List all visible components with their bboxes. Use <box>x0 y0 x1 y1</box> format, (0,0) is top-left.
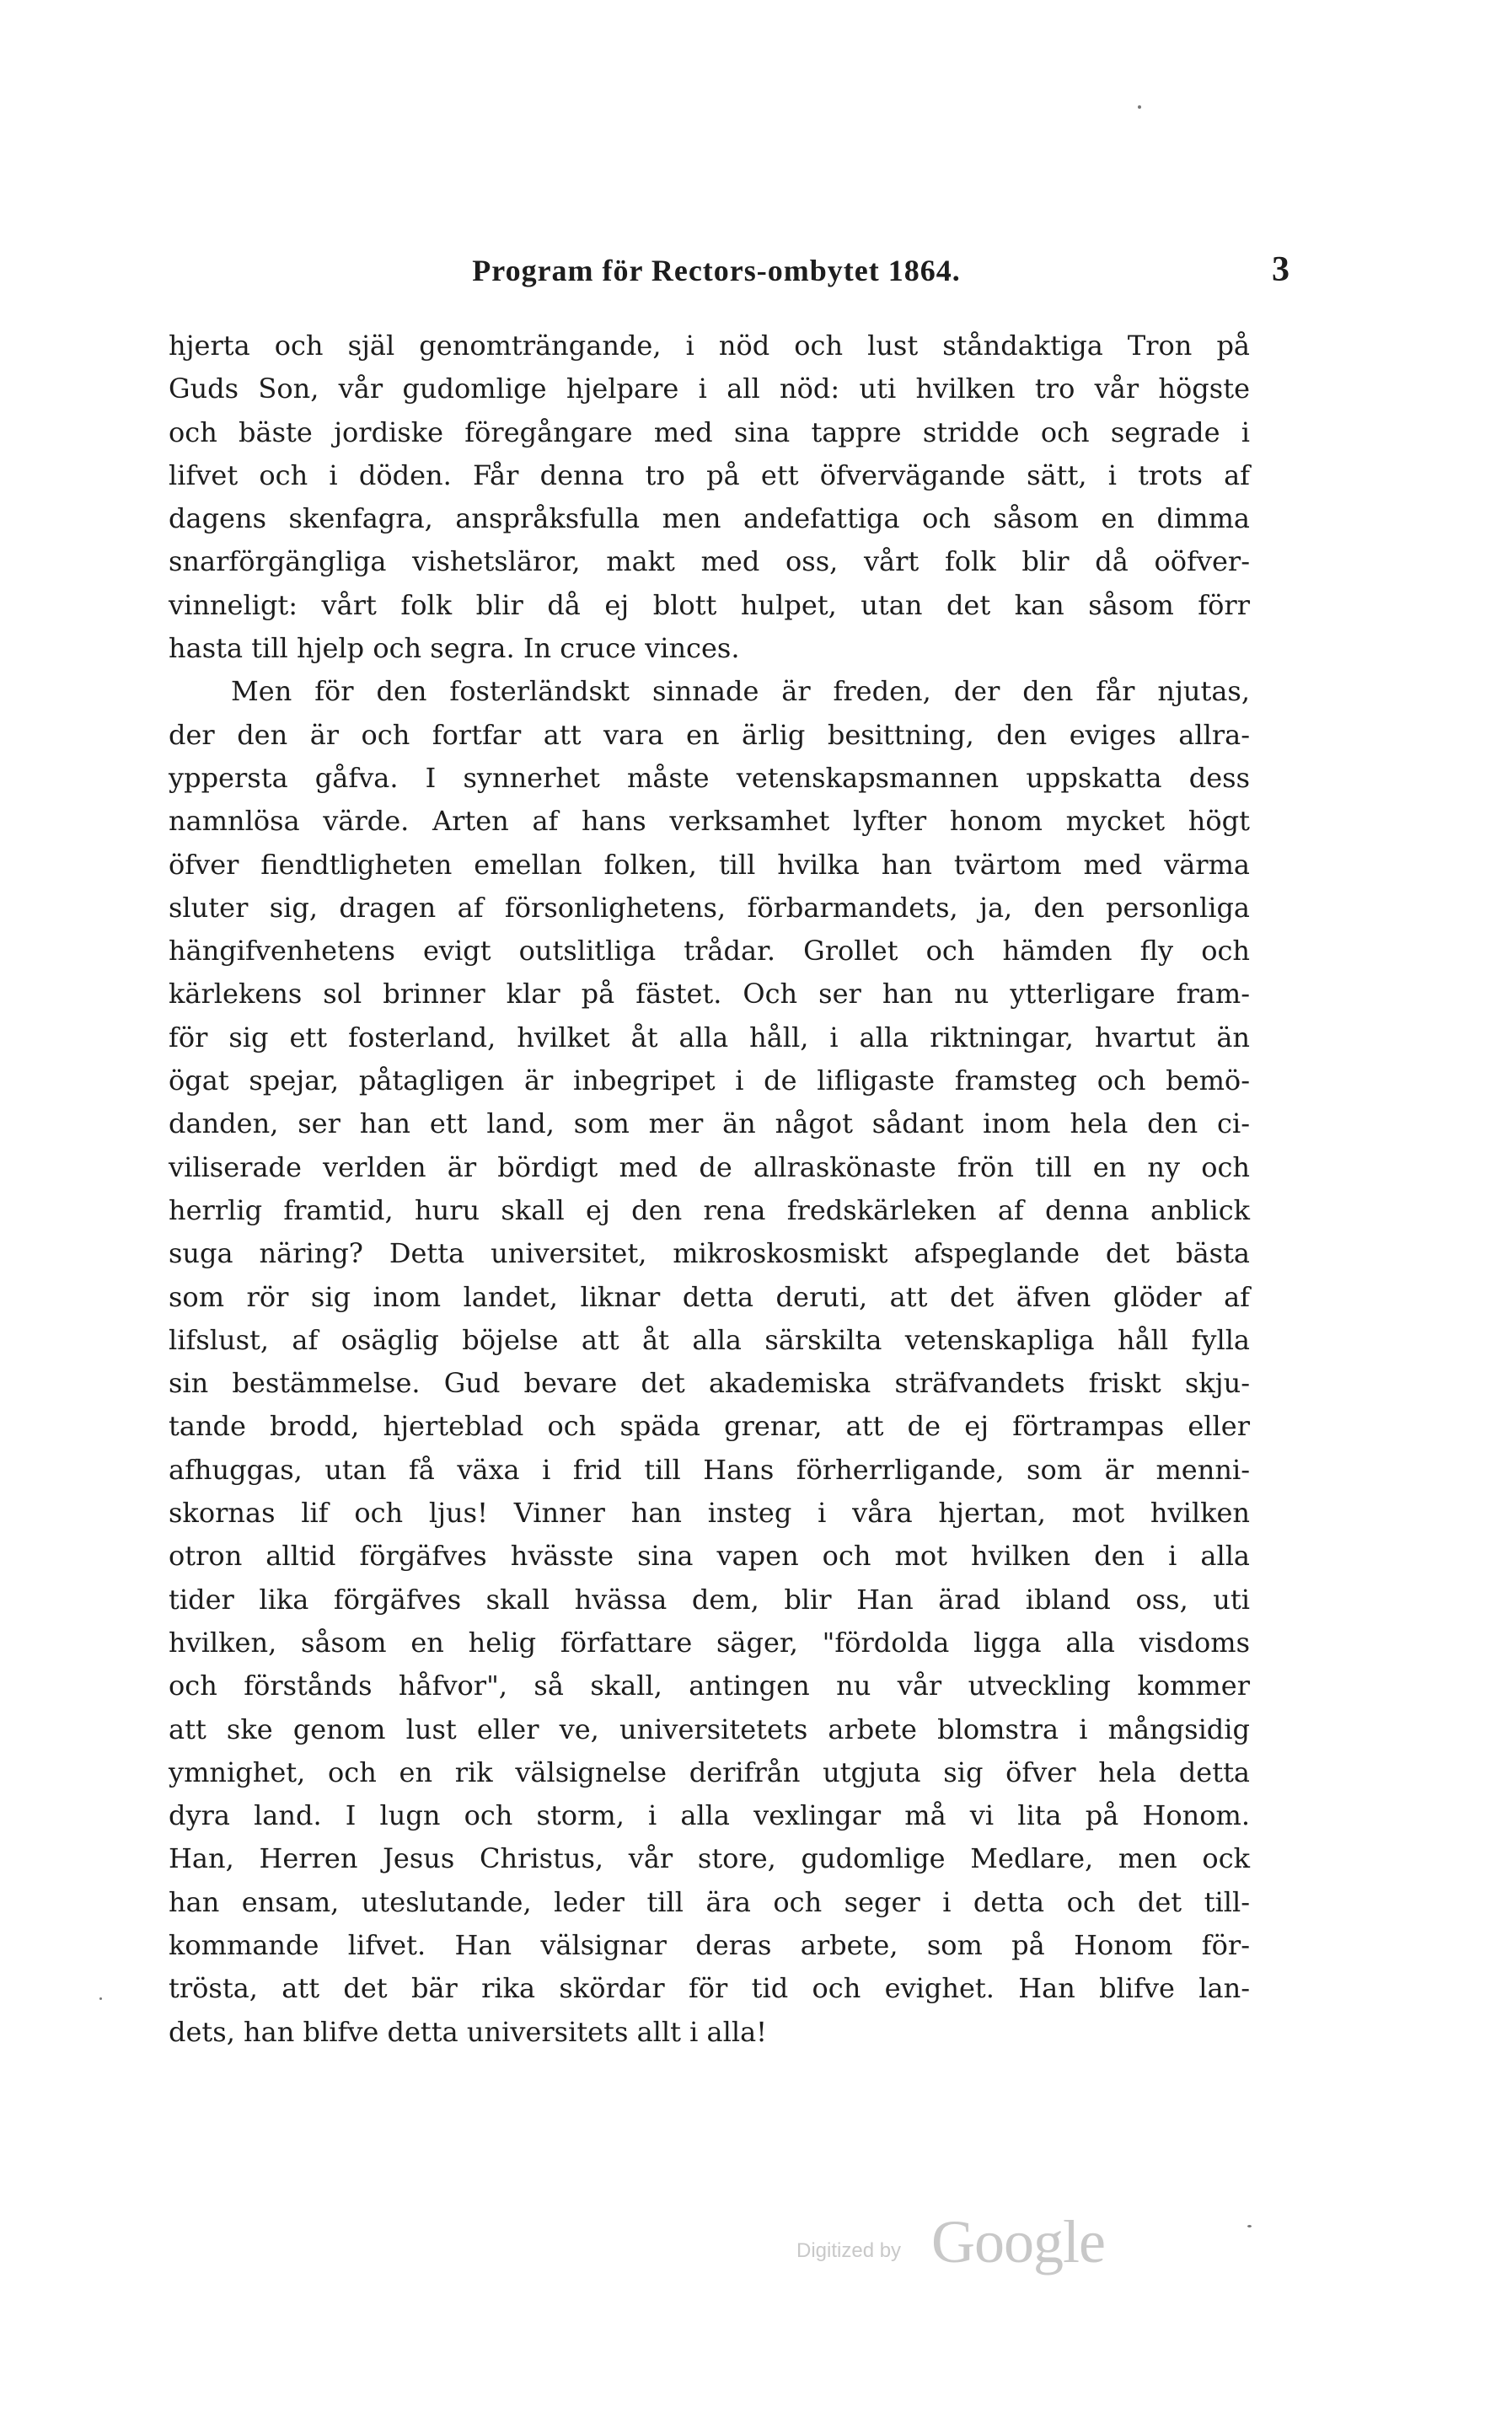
text-line: Han, Herren Jesus Christus, vår store, gudomlige Medlare, men ock <box>169 1842 1250 1875</box>
text-line: att ske genom lust eller ve, universitetets arbete blomstra i mångsidig <box>169 1713 1250 1745</box>
text-line: afhuggas, utan få växa i frid till Hans förherrligande, som är menni- <box>169 1453 1250 1486</box>
text-line: suga näring? Detta universitet, mikroskosmiskt afspeglande det bästa <box>169 1237 1250 1270</box>
text-line: danden, ser han ett land, som mer än något sådant inom hela den ci- <box>169 1107 1250 1140</box>
text-line: dyra land. I lugn och storm, i alla vexlingar må vi lita på Honom. <box>169 1799 1250 1832</box>
text-line: öfver fiendtligheten emellan folken, till hvilka han tvärtom med värma <box>169 848 1250 881</box>
paragraph <box>169 670 1250 2054</box>
text-line: tider lika förgäfves skall hvässa dem, blir Han ärad ibland oss, uti <box>169 1583 1250 1616</box>
text-line: trösta, att det bär rika skördar för tid och evighet. Han blifve lan- <box>169 1972 1250 2005</box>
text-line: herrlig framtid, huru skall ej den rena fredskärleken af denna anblick <box>169 1193 1250 1226</box>
text-line: lifslust, af osäglig böjelse att åt alla särskilta vetenskapliga håll fylla <box>169 1323 1250 1356</box>
text-line: som rör sig inom landet, liknar detta deruti, att det äfven glöder af <box>169 1280 1250 1313</box>
text-line: viliserade verlden är bördigt med de allraskönaste frön till en ny och <box>169 1150 1250 1183</box>
text-line: för sig ett fosterland, hvilket åt alla håll, i alla riktningar, hvartut än <box>169 1021 1250 1053</box>
dust-speck <box>1247 2225 1252 2227</box>
running-head <box>169 250 1289 303</box>
text-line: otron alltid förgäfves hvässte sina vapen och mot hvilken den i alla <box>169 1540 1250 1573</box>
text-line: hasta till hjelp och segra. In cruce vinces. <box>169 632 740 665</box>
text-line: ymnighet, och en rik välsignelse derifrån utgjuta sig öfver hela detta <box>169 1756 1250 1788</box>
text-line: Men för den fosterländskt sinnade är freden, der den får njutas, <box>231 675 1250 708</box>
text-line: yppersta gåfva. I synnerhet måste vetenskapsmannen uppskatta dess <box>169 761 1250 794</box>
text-line: Guds Son, vår gudomlige hjelpare i all nöd: uti hvilken tro vår högste <box>169 373 1250 405</box>
text-line: sin bestämmelse. Gud bevare det akademiska sträfvandets friskt skju- <box>169 1367 1250 1400</box>
text-line: dagens skenfagra, anspråksfulla men andefattiga och såsom en dimma <box>169 502 1250 535</box>
dust-speck <box>99 1997 102 2000</box>
text-line: och bäste jordiske föregångare med sina tappre stridde och segrade i <box>169 415 1250 448</box>
text-line: kommande lifvet. Han välsignar deras arbete, som på Honom för- <box>169 1928 1250 1961</box>
dust-speck <box>1138 105 1141 109</box>
text-line: der den är och fortfar att vara en ärlig besittning, den eviges allra- <box>169 718 1250 751</box>
text-line: och förstånds håfvor", så skall, antingen nu vår utveckling kommer <box>169 1670 1250 1702</box>
text-line: han ensam, uteslutande, leder till ära och seger i detta och det till- <box>169 1885 1250 1918</box>
text-line: kärlekens sol brinner klar på fästet. Och ser han nu ytterligare fram- <box>169 978 1250 1010</box>
text-line: sluter sig, dragen af försonlighetens, förbarmandets, ja, den personliga <box>169 891 1250 924</box>
body-text <box>169 324 1250 2054</box>
text-line: hjerta och själ genomträngande, i nöd och lust ståndaktiga Tron på <box>169 330 1250 362</box>
text-line: skornas lif och ljus! Vinner han insteg i våra hjertan, mot hvilken <box>169 1497 1250 1530</box>
watermark-prefix: Digitized by <box>796 2239 902 2262</box>
text-line: vinneligt: vårt folk blir då ej blott hulpet, utan det kan såsom förr <box>169 588 1250 621</box>
text-line: tande brodd, hjerteblad och späda grenar, att de ej förtrampas eller <box>169 1410 1250 1443</box>
text-line: hängifvenhetens evigt outslitliga trådar. Grollet och hämden fly och <box>169 935 1250 968</box>
page-number: 3 <box>1272 250 1289 289</box>
text-line: hvilken, såsom en helig författare säger, "fördolda ligga alla visdoms <box>169 1626 1250 1659</box>
text-line: lifvet och i döden. Får denna tro på ett öfvervägande sätt, i trots af <box>169 458 1250 491</box>
running-title: Program för Rectors-ombytet 1864. <box>472 254 961 287</box>
digitized-watermark <box>796 2208 1134 2276</box>
paragraph <box>169 324 1250 670</box>
text-line: dets, han blifve detta universitets allt i alla! <box>169 2015 768 2048</box>
text-line: snarförgängliga vishetsläror, makt med oss, vårt folk blir då oöfver- <box>169 545 1250 578</box>
text-line: namnlösa värde. Arten af hans verksamhet lyfter honom mycket högt <box>169 805 1250 838</box>
text-line: ögat spejar, påtagligen är inbegripet i de lifligaste framsteg och bemö- <box>169 1064 1250 1097</box>
watermark-brand: Google <box>931 2208 1105 2276</box>
